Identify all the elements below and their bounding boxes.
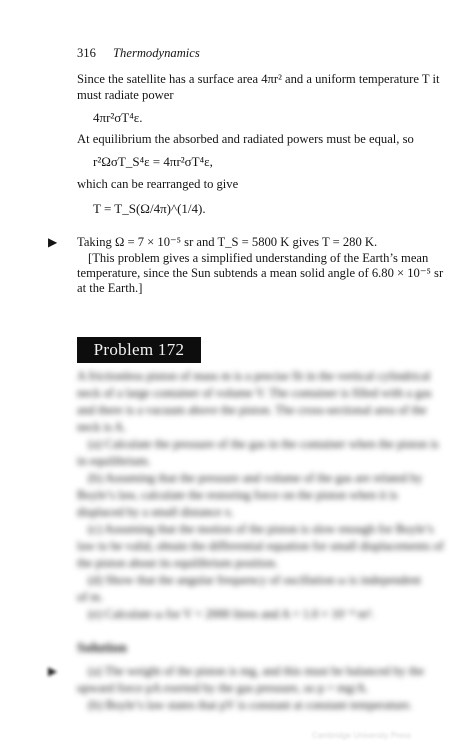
problem-line: in equilibrium.	[77, 454, 151, 468]
problem-line: and there is a vacuum above the piston. The cross-sectional area of the	[77, 403, 427, 417]
problem-banner: Problem 172	[77, 337, 201, 363]
body-line-3: At equilibrium the absorbed and radiated powers must be equal, so	[77, 132, 414, 146]
solution-line: (a) The weight of the piston is mg, and this must be balanced by the	[88, 664, 424, 678]
equation-3-text: T = T_S(Ω/4π)^(1/4).	[93, 201, 206, 216]
problem-line: of m.	[77, 590, 104, 604]
equation-3	[93, 201, 206, 217]
problem-line: displaced by a small distance x.	[77, 505, 234, 519]
equation-2-text: r²ΩσT_S⁴ε = 4πr²σT⁴ε,	[93, 154, 213, 169]
problem-line: (d) Show that the angular frequency of oscillation ω is independent	[88, 573, 421, 587]
problem-line: A frictionless piston of mass m is a precise fit in the vertical cylindrical	[77, 369, 431, 383]
solution-heading: Solution	[77, 641, 127, 656]
margin-arrow-icon: ▶	[48, 235, 58, 249]
equation-2	[93, 154, 213, 170]
problem-line: (c) Assuming that the motion of the piston is slow enough for Boyle’s	[88, 522, 434, 536]
problem-line: Boyle’s law, calculate the restoring force on the piston when it is	[77, 488, 398, 502]
running-head	[77, 46, 200, 61]
margin-arrow-icon: ▶	[48, 664, 58, 678]
solution-line: (b) Boyle’s law states that pV is constant at constant temperature.	[88, 698, 413, 712]
note-line-1: [This problem gives a simplified understanding of the Earth’s mean	[88, 251, 429, 265]
page-number: 316	[77, 46, 96, 60]
problem-line: (e) Calculate ω for V = 2000 litres and A = 1.0 × 10⁻⁴ m².	[88, 607, 375, 621]
problem-line: (b) Assuming that the pressure and volume of the gas are related by	[88, 471, 423, 485]
body-line-2: must radiate power	[77, 88, 174, 102]
body-line-1: Since the satellite has a surface area 4πr² and a uniform temperature T it	[77, 72, 440, 86]
watermark: Cambridge University Press	[312, 731, 412, 740]
equation-1-text: 4πr²σT⁴ε.	[93, 110, 143, 125]
note-line-2: temperature, since the Sun subtends a mean solid angle of 6.80 × 10⁻⁵ sr	[77, 266, 444, 280]
solution-line: upward force pA exerted by the gas pressure, so p = mg/A.	[77, 681, 369, 695]
problem-line: neck is A.	[77, 420, 127, 434]
problem-line: the piston about its equilibrium position.	[77, 556, 278, 570]
running-title: Thermodynamics	[113, 46, 200, 60]
problem-line: neck of a large container of volume V. The container is filled with a gas	[77, 386, 432, 400]
equation-1	[93, 110, 142, 126]
problem-line: law to be valid, obtain the differential equation for small displacements of	[77, 539, 444, 553]
problem-line: (a) Calculate the pressure of the gas in the container when the piston is	[88, 437, 439, 451]
note-line-3: at the Earth.]	[77, 281, 143, 295]
body-line-4: which can be rearranged to give	[77, 177, 239, 191]
result-line: Taking Ω = 7 × 10⁻⁵ sr and T_S = 5800 K gives T = 280 K.	[77, 235, 378, 249]
